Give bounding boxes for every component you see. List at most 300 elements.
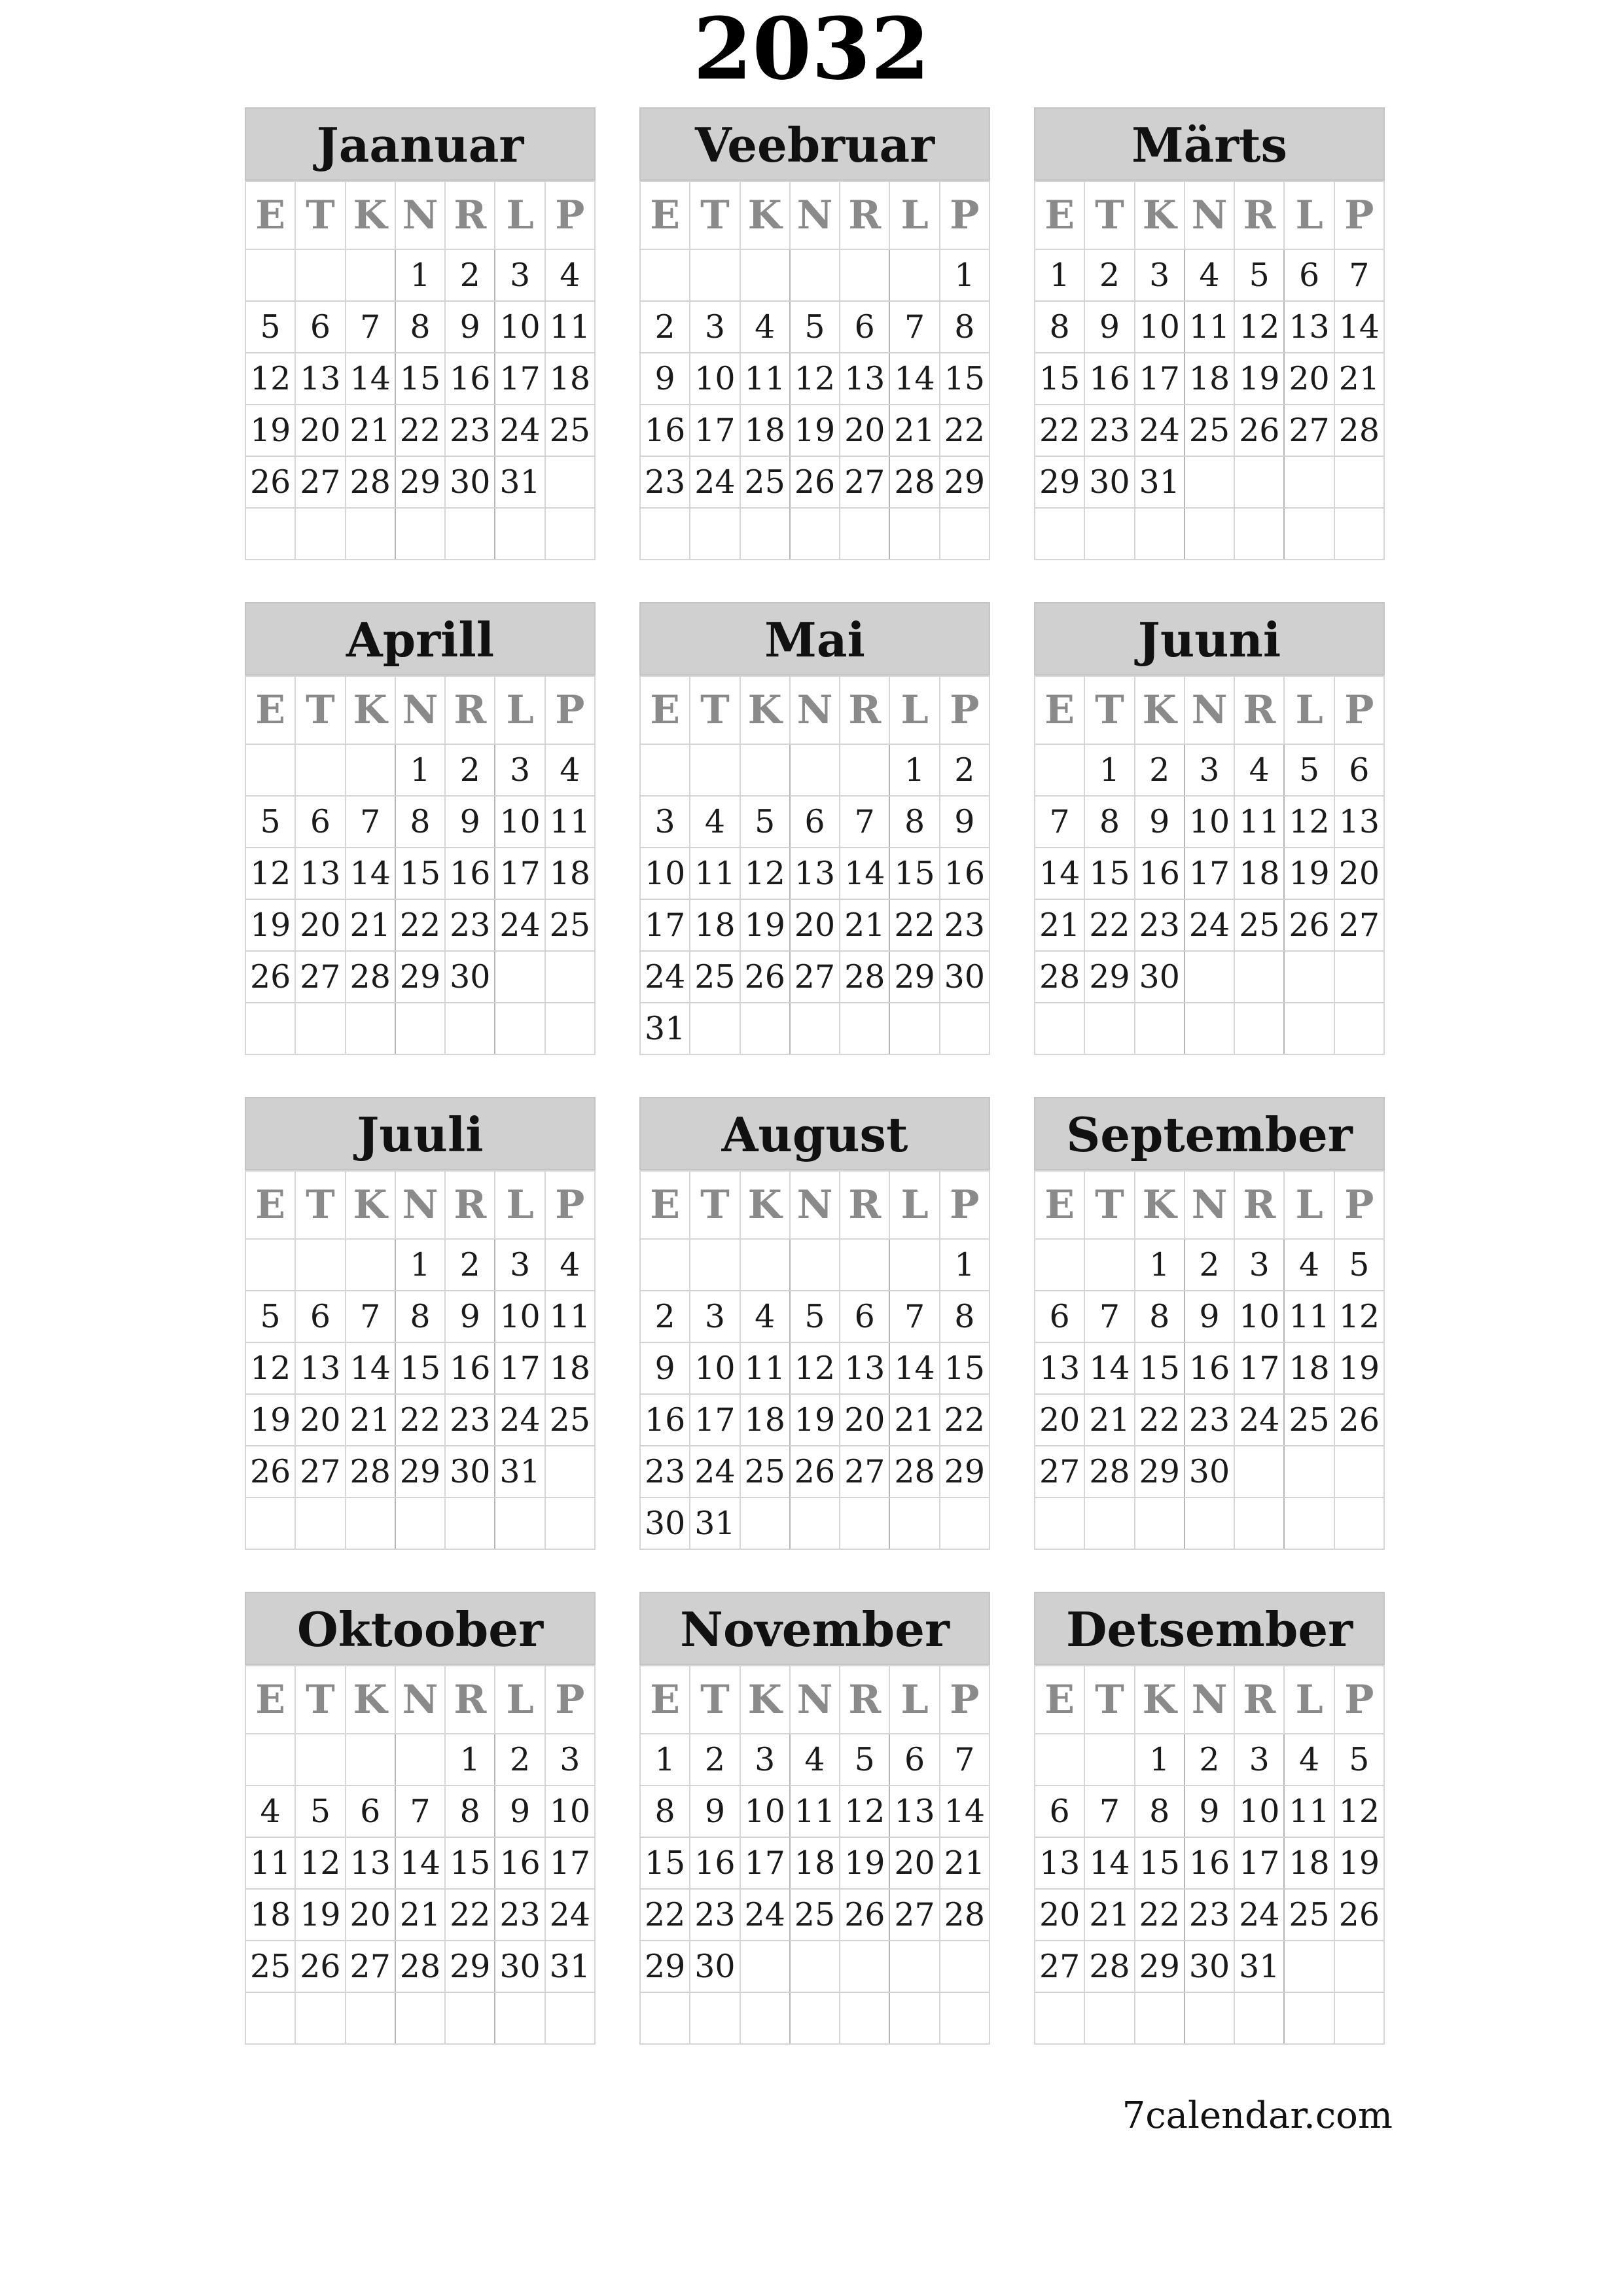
day-cell: 23 [445, 404, 495, 456]
day-cell: 2 [1185, 1239, 1234, 1291]
day-cell: 26 [245, 456, 295, 508]
day-cell: 23 [1185, 1889, 1234, 1941]
day-cell: 23 [940, 899, 990, 951]
day-cell: 15 [889, 848, 939, 899]
month-days-table [639, 675, 990, 1055]
footer-site-link[interactable]: 7calendar.com [1122, 2094, 1393, 2137]
weekday-label: N [395, 676, 445, 744]
week-row [245, 1446, 595, 1498]
weekday-header-row [1035, 181, 1384, 249]
day-cell: 20 [840, 1394, 889, 1446]
day-cell: 25 [545, 404, 595, 456]
day-cell [740, 1941, 790, 1992]
day-cell [1035, 1498, 1084, 1549]
day-cell [1334, 1498, 1384, 1549]
day-cell: 7 [1334, 249, 1384, 301]
day-cell [1035, 1992, 1084, 2044]
day-cell: 19 [840, 1837, 889, 1889]
day-cell: 2 [1185, 1734, 1234, 1785]
day-cell: 24 [690, 1446, 740, 1498]
day-cell: 20 [790, 899, 840, 951]
week-row [640, 1992, 990, 2044]
weekday-label: R [840, 1171, 889, 1239]
month-block [1034, 1592, 1385, 2046]
day-cell: 11 [690, 848, 740, 899]
day-cell: 17 [1234, 1342, 1284, 1394]
weekday-label: R [840, 181, 889, 249]
day-cell: 14 [1084, 1342, 1134, 1394]
day-cell [840, 1003, 889, 1054]
day-cell: 26 [790, 1446, 840, 1498]
day-cell: 17 [640, 899, 690, 951]
weekday-label: E [1035, 1171, 1084, 1239]
day-cell: 29 [395, 951, 445, 1003]
week-row [1035, 456, 1384, 508]
day-cell: 23 [1135, 899, 1185, 951]
day-cell [245, 249, 295, 301]
weekday-label: R [1234, 1666, 1284, 1734]
day-cell [346, 1239, 395, 1291]
day-cell [1084, 1003, 1134, 1054]
day-cell: 8 [1035, 301, 1084, 353]
day-cell: 13 [840, 353, 889, 404]
weekday-label: L [1284, 1666, 1334, 1734]
day-cell: 26 [790, 456, 840, 508]
day-cell: 31 [495, 1446, 544, 1498]
day-cell: 20 [840, 404, 889, 456]
week-row [1035, 1889, 1384, 1941]
day-cell: 26 [245, 1446, 295, 1498]
day-cell [640, 1992, 690, 2044]
day-cell: 8 [640, 1785, 690, 1837]
day-cell [840, 1498, 889, 1549]
day-cell [1084, 1239, 1134, 1291]
day-cell: 24 [495, 1394, 544, 1446]
day-cell: 21 [1084, 1889, 1134, 1941]
day-cell: 27 [840, 456, 889, 508]
weekday-label: K [1135, 181, 1185, 249]
week-row [640, 899, 990, 951]
day-cell: 3 [690, 1291, 740, 1342]
day-cell: 23 [640, 456, 690, 508]
week-row [245, 796, 595, 848]
week-row [1035, 1239, 1384, 1291]
week-row [640, 1394, 990, 1446]
day-cell: 23 [495, 1889, 544, 1941]
weekday-header-row [245, 181, 595, 249]
day-cell [1185, 1003, 1234, 1054]
weekday-label: T [295, 181, 345, 249]
day-cell [840, 1239, 889, 1291]
month-name: Detsember [1034, 1592, 1385, 1665]
day-cell: 10 [545, 1785, 595, 1837]
day-cell [690, 508, 740, 560]
weekday-label: K [1135, 1171, 1185, 1239]
day-cell [1334, 508, 1384, 560]
day-cell: 8 [1135, 1785, 1185, 1837]
day-cell: 1 [445, 1734, 495, 1785]
day-cell: 17 [545, 1837, 595, 1889]
day-cell: 6 [1035, 1785, 1084, 1837]
day-cell: 23 [445, 899, 495, 951]
day-cell: 14 [1334, 301, 1384, 353]
day-cell: 12 [1234, 301, 1284, 353]
day-cell: 18 [1284, 1837, 1334, 1889]
day-cell [889, 1239, 939, 1291]
weekday-header-row [1035, 1171, 1384, 1239]
day-cell: 30 [1135, 951, 1185, 1003]
day-cell: 17 [690, 1394, 740, 1446]
day-cell [790, 744, 840, 796]
day-cell: 22 [1084, 899, 1134, 951]
day-cell: 1 [940, 249, 990, 301]
week-row [1035, 796, 1384, 848]
day-cell [445, 1498, 495, 1549]
day-cell: 20 [295, 899, 345, 951]
day-cell: 5 [245, 1291, 295, 1342]
day-cell: 2 [445, 744, 495, 796]
week-row [640, 744, 990, 796]
day-cell: 2 [1084, 249, 1134, 301]
day-cell: 23 [445, 1394, 495, 1446]
day-cell: 1 [395, 249, 445, 301]
day-cell: 28 [889, 1446, 939, 1498]
day-cell [346, 744, 395, 796]
day-cell [790, 1992, 840, 2044]
day-cell [295, 744, 345, 796]
day-cell: 9 [1185, 1291, 1234, 1342]
day-cell: 7 [346, 796, 395, 848]
day-cell: 6 [346, 1785, 395, 1837]
day-cell [1234, 951, 1284, 1003]
day-cell: 19 [245, 1394, 295, 1446]
day-cell [495, 508, 544, 560]
day-cell [1035, 508, 1084, 560]
week-row [1035, 404, 1384, 456]
weekday-header-row [245, 1171, 595, 1239]
month-name: Veebruar [639, 107, 990, 181]
weekday-header-row [640, 1666, 990, 1734]
day-cell [346, 508, 395, 560]
day-cell: 19 [1334, 1342, 1384, 1394]
day-cell: 31 [545, 1941, 595, 1992]
day-cell [295, 249, 345, 301]
day-cell: 11 [1284, 1291, 1334, 1342]
day-cell [346, 1992, 395, 2044]
day-cell: 13 [1334, 796, 1384, 848]
weekday-label: L [889, 1666, 939, 1734]
day-cell: 15 [395, 848, 445, 899]
week-row [245, 1342, 595, 1394]
day-cell [1035, 744, 1084, 796]
day-cell [395, 1003, 445, 1054]
day-cell [545, 1992, 595, 2044]
day-cell: 16 [690, 1837, 740, 1889]
day-cell [840, 1992, 889, 2044]
day-cell: 22 [640, 1889, 690, 1941]
day-cell: 20 [346, 1889, 395, 1941]
months-grid [245, 107, 1385, 2046]
day-cell: 6 [295, 796, 345, 848]
day-cell: 2 [690, 1734, 740, 1785]
weekday-label: T [295, 1666, 345, 1734]
week-row [640, 249, 990, 301]
day-cell: 4 [545, 1239, 595, 1291]
day-cell: 24 [1135, 404, 1185, 456]
month-name: September [1034, 1097, 1385, 1170]
weekday-label: L [1284, 1171, 1334, 1239]
day-cell: 19 [295, 1889, 345, 1941]
day-cell [545, 1003, 595, 1054]
day-cell: 2 [640, 1291, 690, 1342]
day-cell [1185, 456, 1234, 508]
week-row [1035, 1342, 1384, 1394]
day-cell: 14 [940, 1785, 990, 1837]
day-cell [840, 744, 889, 796]
day-cell [1035, 1734, 1084, 1785]
weekday-label: N [395, 181, 445, 249]
day-cell: 7 [1084, 1785, 1134, 1837]
day-cell: 24 [495, 899, 544, 951]
day-cell [790, 249, 840, 301]
day-cell: 9 [495, 1785, 544, 1837]
weekday-label: P [1334, 181, 1384, 249]
day-cell: 14 [1084, 1837, 1134, 1889]
day-cell: 13 [1284, 301, 1334, 353]
weekday-label: N [1185, 1171, 1234, 1239]
day-cell [1185, 1992, 1234, 2044]
month-days-table [1034, 675, 1385, 1055]
week-row [640, 796, 990, 848]
day-cell [495, 1498, 544, 1549]
month-block [1034, 107, 1385, 562]
day-cell: 23 [1084, 404, 1134, 456]
weekday-label: P [940, 1171, 990, 1239]
week-row [1035, 951, 1384, 1003]
day-cell: 25 [545, 899, 595, 951]
day-cell: 30 [640, 1498, 690, 1549]
weekday-header-row [1035, 676, 1384, 744]
day-cell: 5 [1234, 249, 1284, 301]
weekday-label: R [445, 1171, 495, 1239]
weekday-label: T [1084, 676, 1134, 744]
day-cell: 26 [1334, 1889, 1384, 1941]
day-cell: 21 [1035, 899, 1084, 951]
day-cell: 12 [740, 848, 790, 899]
day-cell: 6 [840, 301, 889, 353]
day-cell: 3 [1234, 1734, 1284, 1785]
weekday-label: T [1084, 1666, 1134, 1734]
day-cell: 24 [545, 1889, 595, 1941]
day-cell [1284, 456, 1334, 508]
day-cell [245, 508, 295, 560]
day-cell: 3 [495, 1239, 544, 1291]
day-cell: 22 [1135, 1889, 1185, 1941]
day-cell: 17 [495, 848, 544, 899]
day-cell: 4 [245, 1785, 295, 1837]
day-cell: 8 [940, 301, 990, 353]
weekday-label: T [295, 1171, 345, 1239]
day-cell [1284, 1003, 1334, 1054]
day-cell: 28 [889, 456, 939, 508]
day-cell [640, 249, 690, 301]
day-cell [1284, 508, 1334, 560]
day-cell: 21 [1084, 1394, 1134, 1446]
day-cell: 14 [395, 1837, 445, 1889]
day-cell: 3 [690, 301, 740, 353]
day-cell: 5 [790, 301, 840, 353]
weekday-label: R [840, 1666, 889, 1734]
day-cell: 22 [940, 404, 990, 456]
day-cell [1234, 456, 1284, 508]
week-row [640, 1239, 990, 1291]
day-cell [740, 744, 790, 796]
week-row [1035, 1941, 1384, 1992]
week-row [245, 1239, 595, 1291]
month-name: Märts [1034, 107, 1385, 181]
day-cell: 31 [1135, 456, 1185, 508]
day-cell [1334, 456, 1384, 508]
day-cell: 1 [395, 1239, 445, 1291]
day-cell: 29 [1135, 1446, 1185, 1498]
day-cell: 9 [640, 353, 690, 404]
day-cell: 12 [245, 1342, 295, 1394]
day-cell: 26 [1234, 404, 1284, 456]
day-cell [740, 249, 790, 301]
day-cell [740, 1992, 790, 2044]
weekday-label: K [740, 1171, 790, 1239]
day-cell [1084, 1734, 1134, 1785]
day-cell: 11 [740, 1342, 790, 1394]
day-cell: 10 [640, 848, 690, 899]
day-cell: 25 [1284, 1394, 1334, 1446]
day-cell: 14 [346, 848, 395, 899]
week-row [640, 1889, 990, 1941]
week-row [245, 404, 595, 456]
day-cell: 3 [1135, 249, 1185, 301]
day-cell: 10 [1234, 1785, 1284, 1837]
week-row [640, 508, 990, 560]
day-cell: 12 [295, 1837, 345, 1889]
weekday-label: P [940, 676, 990, 744]
weekday-label: T [690, 181, 740, 249]
day-cell [295, 508, 345, 560]
day-cell: 16 [445, 353, 495, 404]
day-cell: 2 [445, 1239, 495, 1291]
day-cell [790, 1239, 840, 1291]
day-cell [790, 1498, 840, 1549]
day-cell: 12 [245, 353, 295, 404]
day-cell [690, 1003, 740, 1054]
day-cell: 18 [690, 899, 740, 951]
day-cell [495, 1992, 544, 2044]
day-cell: 2 [495, 1734, 544, 1785]
weekday-label: K [1135, 1666, 1185, 1734]
day-cell [740, 508, 790, 560]
weekday-label: T [1084, 181, 1134, 249]
month-days-table [639, 181, 990, 560]
day-cell: 21 [889, 404, 939, 456]
day-cell [1185, 1498, 1234, 1549]
day-cell [940, 1941, 990, 1992]
day-cell: 20 [295, 404, 345, 456]
day-cell: 10 [1135, 301, 1185, 353]
day-cell [840, 508, 889, 560]
weekday-label: N [395, 1171, 445, 1239]
day-cell: 26 [1284, 899, 1334, 951]
day-cell: 8 [395, 796, 445, 848]
day-cell [495, 1003, 544, 1054]
day-cell [740, 1498, 790, 1549]
weekday-header-row [640, 1171, 990, 1239]
day-cell: 27 [1284, 404, 1334, 456]
week-row [245, 899, 595, 951]
weekday-label: N [790, 181, 840, 249]
week-row [640, 404, 990, 456]
day-cell: 29 [889, 951, 939, 1003]
weekday-header-row [245, 676, 595, 744]
day-cell: 26 [245, 951, 295, 1003]
day-cell: 16 [1185, 1342, 1234, 1394]
day-cell [495, 951, 544, 1003]
weekday-label: L [495, 181, 544, 249]
day-cell: 29 [445, 1941, 495, 1992]
day-cell: 1 [395, 744, 445, 796]
day-cell: 28 [1035, 951, 1084, 1003]
day-cell: 18 [545, 1342, 595, 1394]
day-cell: 29 [940, 456, 990, 508]
week-row [640, 353, 990, 404]
week-row [640, 1734, 990, 1785]
week-row [1035, 899, 1384, 951]
day-cell [346, 1003, 395, 1054]
month-block [639, 602, 990, 1056]
week-row [640, 1785, 990, 1837]
day-cell: 6 [840, 1291, 889, 1342]
day-cell: 16 [1084, 353, 1134, 404]
day-cell [1284, 1992, 1334, 2044]
month-name: Juuni [1034, 602, 1385, 675]
day-cell: 5 [740, 796, 790, 848]
day-cell [245, 1239, 295, 1291]
day-cell: 23 [1185, 1394, 1234, 1446]
day-cell: 13 [295, 1342, 345, 1394]
day-cell: 16 [640, 1394, 690, 1446]
day-cell: 22 [395, 1394, 445, 1446]
day-cell: 29 [1135, 1941, 1185, 1992]
day-cell: 13 [1035, 1342, 1084, 1394]
week-row [245, 1785, 595, 1837]
day-cell: 28 [346, 456, 395, 508]
day-cell: 6 [1284, 249, 1334, 301]
day-cell: 13 [790, 848, 840, 899]
day-cell: 4 [690, 796, 740, 848]
weekday-label: E [1035, 1666, 1084, 1734]
day-cell: 29 [940, 1446, 990, 1498]
week-row [640, 1498, 990, 1549]
week-row [245, 1291, 595, 1342]
day-cell: 25 [1234, 899, 1284, 951]
weekday-label: E [245, 1171, 295, 1239]
day-cell: 25 [545, 1394, 595, 1446]
day-cell: 27 [295, 1446, 345, 1498]
day-cell [1135, 1498, 1185, 1549]
week-row [1035, 1837, 1384, 1889]
week-row [245, 1394, 595, 1446]
day-cell: 15 [445, 1837, 495, 1889]
month-block [245, 1592, 596, 2046]
day-cell: 11 [545, 796, 595, 848]
